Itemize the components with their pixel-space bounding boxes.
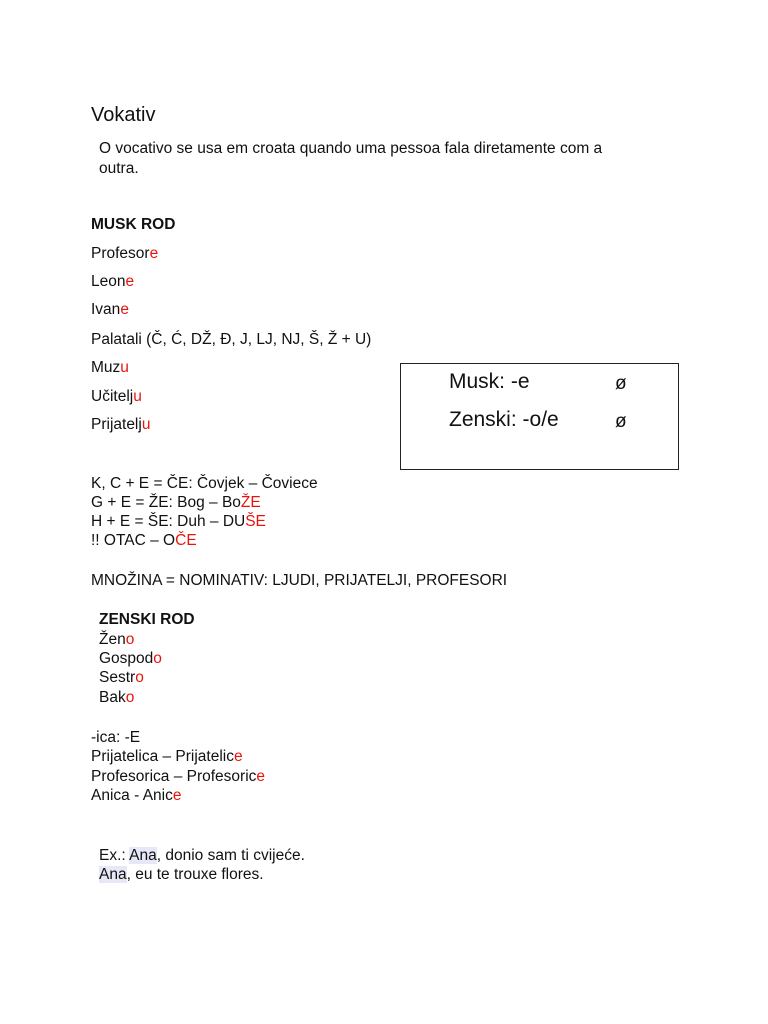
- item-ending: o: [125, 631, 135, 648]
- item-stem: Prijatelica – Prijatelic: [91, 748, 234, 765]
- rule-text: G + E = ŽE: Bog – Bo: [91, 494, 241, 511]
- item-stem: Ivan: [91, 301, 121, 318]
- item-ending: u: [120, 359, 129, 376]
- example-line-1: [99, 846, 305, 866]
- item-ending: e: [256, 768, 266, 785]
- item-ending: o: [135, 669, 144, 686]
- mnozina-line: MNOŽINA = NOMINATIV: LJUDI, PRIJATELJI, PROFESORI: [91, 572, 508, 589]
- example-prefix: Ex.:: [99, 847, 130, 864]
- zenski-item: [99, 688, 134, 708]
- zenski-rod-heading: ZENSKI ROD: [99, 611, 195, 628]
- ica-item: [91, 747, 243, 767]
- summary-box: [400, 363, 679, 470]
- item-ending: e: [149, 245, 159, 262]
- item-stem: Profesorica – Profesoric: [91, 768, 257, 785]
- item-ending: e: [234, 748, 243, 765]
- box-musk-mark: ø: [615, 373, 627, 394]
- item-stem: Anica - Anic: [91, 787, 173, 804]
- zenski-item: [99, 630, 134, 650]
- item-ending: e: [120, 301, 129, 318]
- box-zenski-mark: ø: [615, 411, 627, 432]
- page-title: Vokativ: [91, 104, 156, 126]
- item-ending: u: [141, 416, 151, 433]
- rule-h: [91, 512, 266, 532]
- palatal-item: [91, 387, 142, 407]
- zenski-item: [99, 649, 162, 669]
- item-stem: Prijatelj: [91, 416, 142, 433]
- item-stem: Učitelj: [91, 388, 134, 405]
- example-text: , donio sam ti cvijeće.: [156, 847, 305, 864]
- item-stem: Gospod: [99, 650, 154, 667]
- item-ending: e: [125, 273, 135, 290]
- rule-ending: ČE: [175, 532, 197, 549]
- intro-line-2: outra.: [99, 160, 139, 177]
- musk-item: [91, 272, 134, 292]
- item-stem: Sestr: [99, 669, 136, 686]
- item-ending: o: [153, 650, 162, 667]
- example-name: Ana: [129, 847, 157, 864]
- ica-item: [91, 767, 265, 787]
- example-name: Ana: [99, 866, 127, 883]
- item-stem: Žen: [99, 631, 126, 648]
- ica-rule: -ica: -E: [91, 729, 141, 746]
- rule-otac: [91, 531, 197, 551]
- musk-rod-heading: MUSK ROD: [91, 216, 176, 233]
- rule-k-c: K, C + E = ČE: Čovjek – Čoviece: [91, 475, 318, 492]
- item-stem: Muz: [91, 359, 121, 376]
- box-musk-line: Musk: -e: [449, 370, 530, 393]
- palatali-line: Palatali (Č, Ć, DŽ, Đ, J, LJ, NJ, Š, Ž + U): [91, 331, 372, 348]
- palatal-item: [91, 358, 129, 378]
- rule-text: !! OTAC – O: [91, 532, 176, 549]
- item-ending: u: [133, 388, 142, 405]
- rule-ending: ŽE: [240, 494, 261, 511]
- box-zenski-line: Zenski: -o/e: [449, 408, 559, 431]
- item-stem: Profesor: [91, 245, 150, 262]
- item-ending: o: [125, 689, 135, 706]
- example-text: , eu te trouxe flores.: [126, 866, 264, 883]
- example-line-2: [99, 865, 264, 885]
- intro-line-1: O vocativo se usa em croata quando uma pessoa fala diretamente com a: [99, 140, 603, 157]
- musk-item: [91, 300, 129, 320]
- rule-text: H + E = ŠE: Duh – DU: [91, 513, 246, 530]
- item-stem: Leon: [91, 273, 126, 290]
- musk-item: [91, 244, 158, 264]
- rule-ending: ŠE: [245, 513, 266, 530]
- palatal-item: [91, 415, 150, 435]
- ica-item: [91, 786, 181, 806]
- rule-g: [91, 493, 261, 513]
- item-ending: e: [172, 787, 182, 804]
- zenski-item: [99, 668, 144, 688]
- item-stem: Bak: [99, 689, 126, 706]
